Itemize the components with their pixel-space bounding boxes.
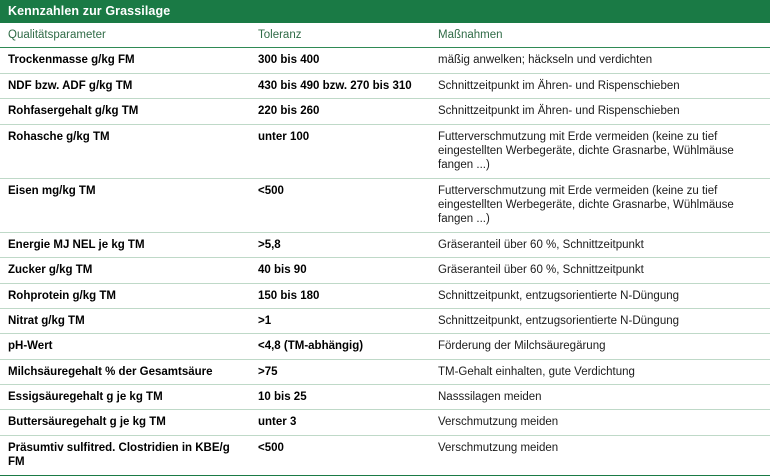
cell-toleranz: >75 — [250, 359, 430, 384]
cell-toleranz: <500 — [250, 178, 430, 232]
column-header-toleranz: Toleranz — [250, 23, 430, 48]
table-row — [0, 178, 770, 232]
figure-title: Kennzahlen zur Grassilage — [0, 0, 770, 23]
table-row — [0, 283, 770, 308]
table-row — [0, 258, 770, 283]
column-header-massnahmen: Maßnahmen — [430, 23, 770, 48]
cell-parameter: Buttersäuregehalt g je kg TM — [0, 410, 250, 435]
cell-parameter: Rohfasergehalt g/kg TM — [0, 99, 250, 124]
cell-parameter: Präsumtiv sulfitred. Clostridien in KBE/g FM — [0, 435, 250, 475]
cell-toleranz: 40 bis 90 — [250, 258, 430, 283]
cell-parameter: Energie MJ NEL je kg TM — [0, 232, 250, 257]
cell-massnahmen: Gräseranteil über 60 %, Schnittzeitpunkt — [430, 232, 770, 257]
cell-massnahmen: Schnittzeitpunkt im Ähren- und Rispenschieben — [430, 73, 770, 98]
table-head — [0, 23, 770, 48]
cell-massnahmen: Nasssilagen meiden — [430, 385, 770, 410]
cell-toleranz: >5,8 — [250, 232, 430, 257]
cell-massnahmen: Schnittzeitpunkt, entzugsorientierte N-Düngung — [430, 283, 770, 308]
table-row — [0, 48, 770, 73]
table-body — [0, 48, 770, 475]
cell-massnahmen: Futterverschmutzung mit Erde vermeiden (keine zu tief eingestellten Werbegeräte, dichte Grasnarbe, Wühlmäuse fangen ...) — [430, 178, 770, 232]
kennzahlen-table — [0, 23, 770, 476]
cell-toleranz: 10 bis 25 — [250, 385, 430, 410]
cell-toleranz: 150 bis 180 — [250, 283, 430, 308]
table-row — [0, 124, 770, 178]
cell-toleranz: 220 bis 260 — [250, 99, 430, 124]
column-header-parameter: Qualitätsparameter — [0, 23, 250, 48]
cell-parameter: Essigsäuregehalt g je kg TM — [0, 385, 250, 410]
table-row — [0, 385, 770, 410]
cell-toleranz: <4,8 (TM-abhängig) — [250, 334, 430, 359]
cell-parameter: Eisen mg/kg TM — [0, 178, 250, 232]
table-row — [0, 73, 770, 98]
cell-massnahmen: Verschmutzung meiden — [430, 435, 770, 475]
cell-parameter: pH-Wert — [0, 334, 250, 359]
cell-massnahmen: Verschmutzung meiden — [430, 410, 770, 435]
cell-toleranz: 430 bis 490 bzw. 270 bis 310 — [250, 73, 430, 98]
cell-toleranz: 300 bis 400 — [250, 48, 430, 73]
table-header-row — [0, 23, 770, 48]
cell-parameter: Trockenmasse g/kg FM — [0, 48, 250, 73]
cell-massnahmen: Futterverschmutzung mit Erde vermeiden (keine zu tief eingestellten Werbegeräte, dichte Grasnarbe, Wühlmäuse fangen ...) — [430, 124, 770, 178]
table-row — [0, 410, 770, 435]
cell-massnahmen: Gräseranteil über 60 %, Schnittzeitpunkt — [430, 258, 770, 283]
table-row — [0, 359, 770, 384]
cell-massnahmen: Schnittzeitpunkt im Ähren- und Rispenschieben — [430, 99, 770, 124]
cell-toleranz: >1 — [250, 308, 430, 333]
cell-toleranz: <500 — [250, 435, 430, 475]
table-row — [0, 334, 770, 359]
cell-parameter: NDF bzw. ADF g/kg TM — [0, 73, 250, 98]
table-row — [0, 232, 770, 257]
cell-massnahmen: TM-Gehalt einhalten, gute Verdichtung — [430, 359, 770, 384]
cell-massnahmen: Förderung der Milchsäuregärung — [430, 334, 770, 359]
cell-parameter: Milchsäuregehalt % der Gesamtsäure — [0, 359, 250, 384]
cell-toleranz: unter 3 — [250, 410, 430, 435]
table-row — [0, 308, 770, 333]
cell-parameter: Zucker g/kg TM — [0, 258, 250, 283]
table-row — [0, 99, 770, 124]
cell-parameter: Nitrat g/kg TM — [0, 308, 250, 333]
cell-massnahmen: Schnittzeitpunkt, entzugsorientierte N-Düngung — [430, 308, 770, 333]
cell-parameter: Rohprotein g/kg TM — [0, 283, 250, 308]
table-row — [0, 435, 770, 475]
cell-toleranz: unter 100 — [250, 124, 430, 178]
cell-parameter: Rohasche g/kg TM — [0, 124, 250, 178]
cell-massnahmen: mäßig anwelken; häckseln und verdichten — [430, 48, 770, 73]
